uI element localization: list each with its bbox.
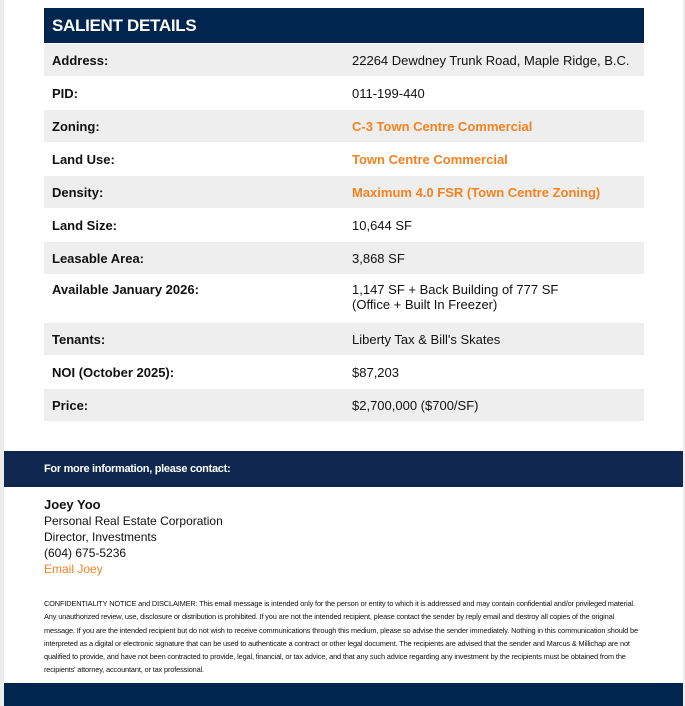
row-value (344, 365, 644, 380)
table-row (44, 274, 644, 322)
contact-name: Joey Yoo (44, 497, 101, 512)
table-row (44, 43, 644, 76)
row-label: Address: (52, 52, 109, 68)
footer-bar (4, 683, 683, 706)
contact-phone: (604) 675-5236 (44, 546, 127, 560)
row-value (344, 218, 644, 233)
row-label: Land Size: (52, 217, 118, 233)
row-label: Leasable Area: (52, 250, 145, 266)
row-value (344, 53, 644, 68)
contact-banner: For more information, please contact: (4, 451, 683, 487)
row-value-link[interactable] (344, 152, 644, 167)
table-row (44, 322, 644, 355)
table-row (44, 355, 644, 388)
row-label: PID: (52, 85, 78, 101)
table-title: SALIENT DETAILS (44, 8, 644, 43)
row-value (344, 86, 644, 101)
table-row (44, 175, 644, 208)
row-label: Available January 2026: (52, 282, 199, 297)
value-line: $2,700,000 ($700/SF) (352, 397, 479, 413)
row-value-link[interactable] (344, 119, 644, 134)
row-label: Density: (52, 184, 104, 200)
row-label: Land Use: (52, 151, 115, 167)
contact-title: Director, Investments (44, 530, 157, 544)
email-link[interactable]: Email Joey (44, 562, 103, 576)
value-line: 1,147 SF + Back Building of 777 SF (352, 282, 559, 297)
row-label: Price: (52, 397, 89, 413)
value-line: Maximum 4.0 FSR (Town Centre Zoning) (352, 184, 601, 200)
table-row (44, 109, 644, 142)
value-line: 22264 Dewdney Trunk Road, Maple Ridge, B.C. (352, 52, 630, 68)
value-line: Town Centre Commercial (352, 151, 508, 167)
salient-details-table (44, 8, 644, 421)
row-label: Tenants: (52, 331, 106, 347)
row-value-link[interactable] (344, 185, 644, 200)
row-label: Zoning: (52, 118, 100, 134)
value-line: Liberty Tax & Bill's Skates (352, 331, 501, 347)
email-body (4, 0, 683, 706)
table-row (44, 208, 644, 241)
disclaimer: CONFIDENTIALITY NOTICE and DISCLAIMER: This email message is intended only for the person or entity to which it is addressed and may contain confidential and/or privileged material. Any unauthorized review, use, disclosure or distribution is prohibited. If you are not the intended recipient, please contact the sender by reply email and destroy all copies of the original message. If you are the intended recipient but do not wish to receive communications through this medium, please so advise the sender immediately. Nothing in this communication should be interpreted as a digital or electronic signature that can be used to authenticate a contract or other legal document. The recipients are advised that the sender and Marcus & Millichap are not qualified to provide, and have not been contracted to provide, legal, financial, or tax advice, and that any such advice regarding any investment by the recipients must be obtained from the recipients' attorney, accountant, or tax professional. (44, 599, 638, 675)
row-value (344, 332, 644, 347)
row-label: NOI (October 2025): (52, 364, 175, 380)
table-row (44, 76, 644, 109)
table-row (44, 142, 644, 175)
contact-block (44, 497, 223, 577)
value-line: C-3 Town Centre Commercial (352, 118, 533, 134)
table-row (44, 241, 644, 274)
row-value (344, 398, 644, 413)
value-line: $87,203 (352, 364, 399, 380)
value-line-2: (Office + Built In Freezer) (352, 297, 498, 312)
table-row (44, 388, 644, 421)
value-line: 10,644 SF (352, 217, 412, 233)
value-line: 011-199-440 (352, 85, 425, 101)
row-value (344, 251, 644, 266)
contact-company: Personal Real Estate Corporation (44, 514, 223, 528)
value-line: 3,868 SF (352, 250, 405, 266)
row-value (344, 282, 644, 312)
